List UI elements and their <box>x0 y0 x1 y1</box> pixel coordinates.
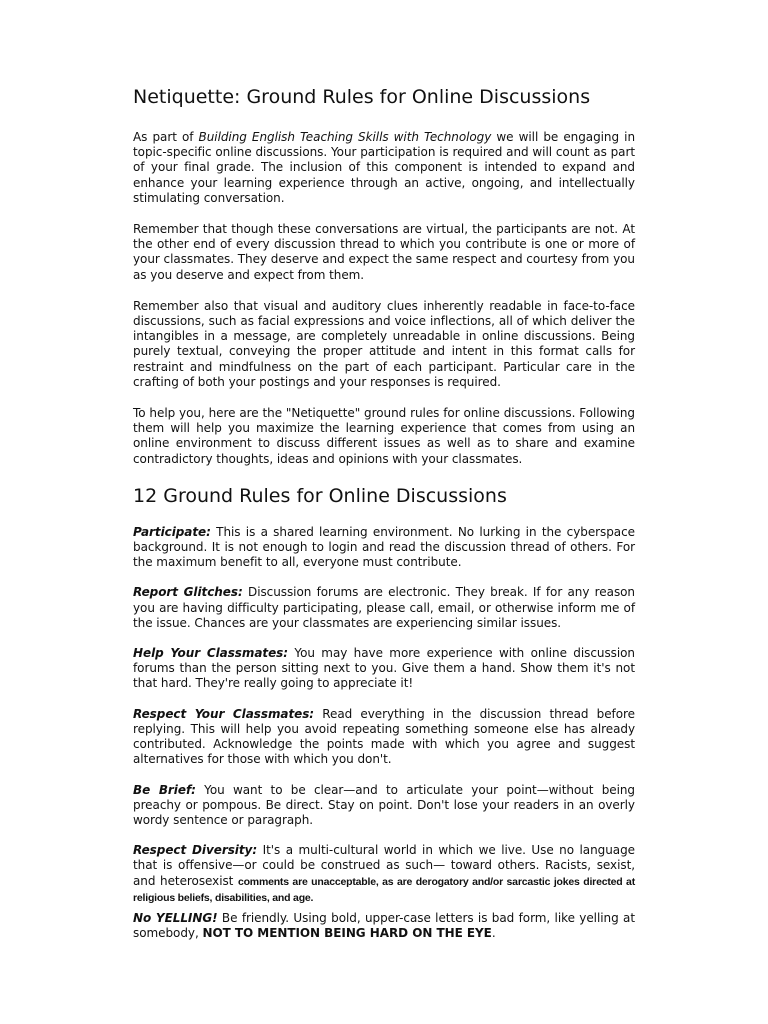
rule-term: Respect Diversity: <box>133 843 258 858</box>
rule-text: Discussion forums are electronic. They break. If for any reason you are having difficulty participating, please call, email, or otherwise inform me of the issue. Chances are your classmates are experiencing similar issues. <box>133 585 635 630</box>
rule-term: No YELLING! <box>133 910 218 925</box>
rule-text: It's a multi-cultural world in which we live. Use no language that is offensive—or could be construed as such— toward others. Racists, sexist, and heterosexist <box>133 843 635 888</box>
page-title: Netiquette: Ground Rules for Online Discussions <box>133 86 591 108</box>
rule-respect-classmates <box>133 707 635 768</box>
rule-term: Be Brief: <box>133 782 196 797</box>
intro-paragraph-4: To help you, here are the "Netiquette" ground rules for online discussions. Following them will help you maximize the learning experience that comes from using an online environment to discuss different issues as well as to share and examine contradictory thoughts, ideas and opinions with your classmates. <box>133 406 635 466</box>
intro-text: we will be engaging in topic-specific online discussions. Your participation is required and will count as part of your final grade. The inclusion of this component is intended to expand and enhance your learning experience through an active, ongoing, and intellectually stimulating conversation. <box>133 130 635 205</box>
course-title: Building English Teaching Skills with Technology <box>198 130 492 144</box>
intro-text: As part of <box>133 130 199 144</box>
intro-paragraph-1 <box>133 130 635 206</box>
rule-term: Participate: <box>133 524 211 539</box>
intro-paragraph-3: Remember also that visual and auditory clues inherently readable in face-to-face discussions, such as facial expressions and voice inflections, all of which deliver the intangibles in a message, are completely unreadable in online discussions. Being purely textual, conveying the proper attitude and intent in this format calls for restraint and mindfulness on the part of each participant. Particular care in the crafting of both your postings and your responses is required. <box>133 298 635 389</box>
intro-paragraph-2: Remember that though these conversations are virtual, the participants are not. At the other end of every discussion thread to which you contribute is one or more of your classmates. They deserve and expect the same respect and courtesy from you as you deserve and expect from them. <box>133 222 635 282</box>
rule-respect-diversity <box>133 843 635 906</box>
rule-text: You want to be clear—and to articulate your point—without being preachy or pompous. Be direct. Stay on point. Don't lose your readers in an overly wordy sentence or paragraph. <box>133 782 635 827</box>
rule-be-brief <box>133 783 635 829</box>
rule-text: Be friendly. Using bold, upper-case letters is bad form, like yelling at somebody, <box>133 910 635 941</box>
rule-text: This is a shared learning environment. No lurking in the cyberspace background. It is not enough to login and read the discussion thread of others. For the maximum benefit to all, everyone must contribute. <box>133 524 635 570</box>
rule-text: You may have more experience with online discussion forums than the person sitting next to you. Give them a hand. Show them it's not that hard. They're really going to appreciate it! <box>133 646 635 691</box>
rule-report-glitches <box>133 585 635 631</box>
rule-term: Report Glitches: <box>133 585 243 600</box>
rule-help-classmates <box>133 646 635 692</box>
rule-term: Respect Your Classmates: <box>133 706 315 721</box>
rules-heading: 12 Ground Rules for Online Discussions <box>133 484 507 507</box>
rule-no-yelling <box>133 911 635 941</box>
rule-text-bold: comments are unacceptable, as are derogatory and/or sarcastic jokes directed at religious beliefs, disabilities, and age. <box>133 875 635 904</box>
rule-text-caps: NOT TO MENTION BEING HARD ON THE EYE <box>202 926 492 941</box>
rule-term: Help Your Classmates: <box>133 646 288 661</box>
rule-text-end: . <box>491 926 496 941</box>
document-body <box>133 84 635 956</box>
rule-participate <box>133 525 635 571</box>
rule-text: Read everything in the discussion thread before replying. This will help you avoid repeating something someone else has already contributed. Acknowledge the points made with which you agree and suggest alternatives for those with which you don't. <box>133 706 635 767</box>
